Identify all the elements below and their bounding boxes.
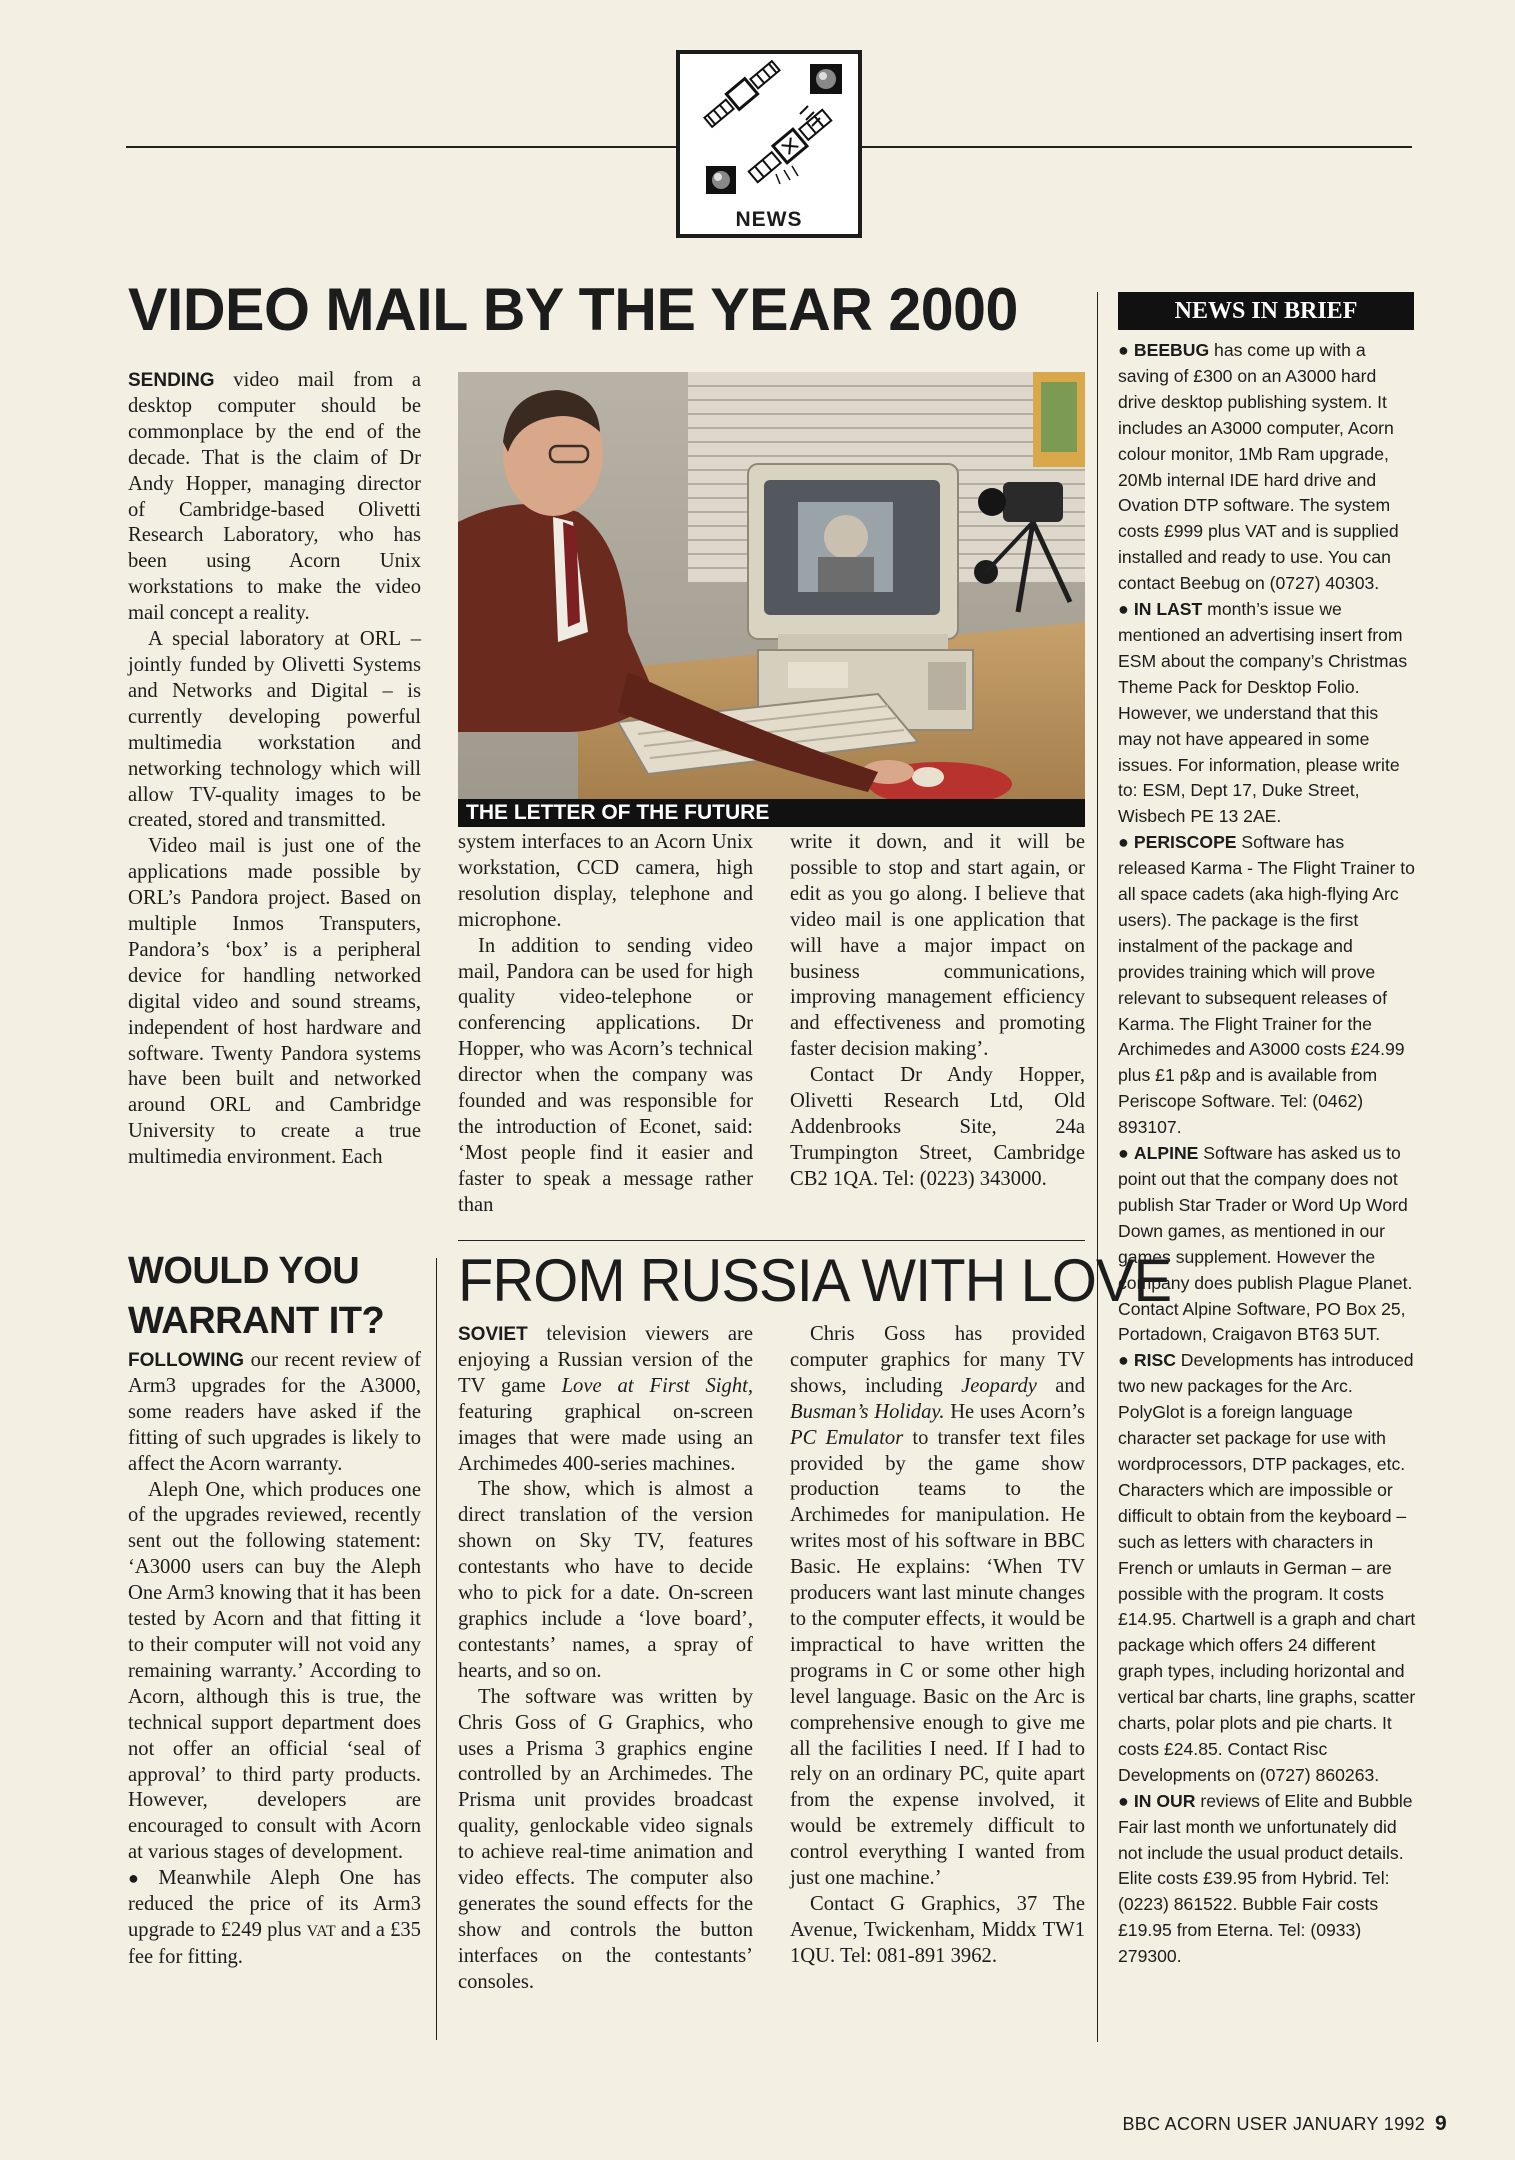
article-paragraph: The software was written by Chris Goss of G Graphics, who uses a Prisma 3 graphics engine controlled by an Archimedes. The Prisma unit provides broadcast quality, genlockable video signals to achieve real-time animation and video effects. The computer also generates the sound effects for the show and controls the button interfaces on the contestants’ consoles. (458, 1685, 753, 1993)
article-paragraph: A special laboratory at ORL – jointly funded by Olivetti Systems and Networks and Digital – is currently developing powerful multimedia workstation and networking technology which will allow TV-quality images to be created, stored and transmitted. (128, 628, 421, 832)
video-mail-headline: VIDEO MAIL BY THE YEAR 2000 (128, 276, 1018, 343)
article-paragraph: In addition to sending video mail, Pandora can be used for high quality video-telephone or conferencing applications. Dr Hopper, who was Acorn’s technical director when the company was founded and was responsible for the introduction of Econet, said: ‘Most people find it easier and faster to speak a message rather than (458, 934, 753, 1216)
warrant-headline-line1: WOULD YOU (128, 1250, 360, 1292)
article-paragraph: Chris Goss has provided computer graphics for many TV shows, including Jeopardy and Busman’s Holiday. He uses Acorn’s PC Emulator to transfer text files provided by the game show production teams to the Archimedes for manipulation. He writes most of his software in BBC Basic. He explains: ‘When TV producers want last minute changes to the computer effects, it would be impractical to have written the programs in C or some other high level language. Basic on the Arc is comprehensive enough to give me all the facilities I need. If I had to rely on an ordinary PC, quite apart from the expense involved, it would be extremely difficult to control everything I wanted from just one machine.’ (790, 1323, 1085, 1890)
video-mail-col2 (458, 830, 753, 1219)
warrant-column (128, 1348, 421, 1971)
video-mail-col3 (790, 830, 1085, 1193)
section-label: NEWS (735, 208, 803, 231)
video-mail-photo (458, 372, 1085, 827)
russia-col1 (458, 1322, 753, 1996)
warrant-headline-line2: WARRANT IT? (128, 1300, 385, 1342)
page-number: 9 (1435, 2112, 1447, 2135)
story-divider (458, 1240, 1085, 1241)
lead-word: SOVIET (458, 1324, 528, 1345)
article-paragraph: system interfaces to an Acorn Unix workstation, CCD camera, high resolution display, telephone and microphone. (458, 831, 753, 931)
article-paragraph: write it down, and it will be possible to stop and start again, or edit as you go along. I believe that video mail is one application that will have a major impact on business communications, improving management efficiency and effectiveness and promoting faster decision making’. (790, 831, 1085, 1061)
brief-item: ● ALPINE Software has asked us to point out that the company does not publish Star Trader or Word Up Word Down games, as mentioned in our games supplement. However the company does publish Plague Planet. Contact Alpine Software, PO Box 25, Portadown, Craigavon BT63 5UT. (1118, 1143, 1413, 1345)
bullet-icon: ● (1118, 1143, 1129, 1164)
bullet-icon: ● (1118, 599, 1129, 620)
brief-item: ● IN LAST month’s issue we mentioned an advertising insert from ESM about the company’s Christmas Theme Pack for Desktop Folio. However, we understand that this may not have appeared in some issues. For information, please write to: ESM, Dept 17, Duke Street, Wisbech PE 13 2AE. (1118, 599, 1408, 827)
news-in-brief-heading: NEWS IN BRIEF (1118, 292, 1414, 330)
article-paragraph: Aleph One, which produces one of the upgrades reviewed, recently sent out the following statement: ‘A3000 users can buy the Aleph One Arm3 knowing that it has been tested by Acorn and that fitting it to their computer will not void any remaining warranty.’ According to Acorn, although this is true, the technical support department does not offer an official ‘seal of approval’ to third party products. However, developers are encouraged to consult with Acorn at various stages of development. (128, 1478, 421, 1864)
lead-word: SENDING (128, 370, 215, 391)
header-rule-right (862, 146, 1412, 148)
bullet-icon: ● (1118, 832, 1129, 853)
news-in-brief-list (1118, 338, 1416, 1970)
brief-item: ● BEEBUG has come up with a saving of £300 on an A3000 hard drive desktop publishing system. It includes an A3000 computer, Acorn colour monitor, 1Mb Ram upgrade, 20Mb internal IDE hard drive and Ovation DTP software. The system costs £999 plus VAT and is supplied installed and ready to use. You can contact Beebug on (0727) 40303. (1118, 340, 1399, 594)
russia-column-rule (436, 1258, 437, 2040)
article-paragraph: Contact Dr Andy Hopper, Olivetti Research Ltd, Old Addenbrooks Site, 24a Trumpington Street, Cambridge CB2 1QA. Tel: (0223) 343000. (790, 1064, 1085, 1190)
photo-illustration (458, 372, 1085, 827)
article-paragraph: FOLLOWING our recent review of Arm3 upgrades for the A3000, some readers have asked if the fitting of such upgrades is likely to affect the Acorn warranty. (128, 1349, 421, 1475)
brief-item: ● PERISCOPE Software has released Karma - The Flight Trainer to all space cadets (aka high-flying Arc users). The package is the first instalment of the package and provides training which will prove relevant to subsequent releases of Karma. The Flight Trainer for the Archimedes and A3000 costs £24.99 plus £1 p&p and is available from Periscope Software. Tel: (0462) 893107. (1118, 832, 1415, 1138)
article-paragraph: SOVIET television viewers are enjoying a Russian version of the TV game Love at First Sight, featuring graphical on-screen images that were made using an Archimedes 400-series machines. (458, 1323, 753, 1475)
page-footer (1122, 2112, 1447, 2136)
article-paragraph: Video mail is just one of the applications made possible by ORL’s Pandora project. Based on multiple Inmos Transputers, Pandora’s ‘box’ is a peripheral device for handling networked digital video and sound streams, independent of host hardware and software. Twenty Pandora systems have been built and networked around ORL and Cambridge University to create a true multimedia environment. Each (128, 835, 421, 1169)
header-rule-left (126, 146, 676, 148)
video-mail-col1 (128, 368, 421, 1171)
article-paragraph: SENDING video mail from a desktop computer should be commonplace by the end of the decade. That is the claim of Dr Andy Hopper, managing director of Cambridge-based Olivetti Research Laboratory, who has been using Acorn Unix workstations to make the video mail concept a reality. (128, 369, 421, 625)
bullet-icon: ● (1118, 1350, 1129, 1371)
publication-line: BBC ACORN USER JANUARY 1992 (1122, 2114, 1426, 2134)
satellite-icon (680, 54, 858, 204)
brief-item: ● IN OUR reviews of Elite and Bubble Fair last month we unfortunately did not include the usual product details. Elite costs £39.95 from Hybrid. Tel: (0223) 861522. Bubble Fair costs £19.95 from Eterna. Tel: (0933) 279300. (1118, 1790, 1413, 1967)
lead-word: FOLLOWING (128, 1350, 245, 1371)
news-section-logo (676, 50, 862, 238)
brief-item: ● RISC Developments has introduced two new packages for the Arc. PolyGlot is a foreign language character set package for use with wordprocessors, DTP packages, etc. Characters which are impossible or difficult to obtain from the keyboard – such as letters with characters in French or umlauts in German – are possible with the program. It costs £14.95. Chartwell is a graph and chart package which offers 24 different graph types, including horizontal and vertical bar charts, line graphs, scatter charts, polar plots and pie charts. It costs £24.85. Contact Risc Developments on (0727) 860263. (1118, 1350, 1416, 1785)
article-paragraph: ● Meanwhile Aleph One has reduced the price of its Arm3 upgrade to £249 plus VAT and a £35 fee for fitting. (128, 1867, 422, 1968)
article-paragraph: Contact G Graphics, 37 The Avenue, Twickenham, Middx TW1 1QU. Tel: 081-891 3962. (790, 1892, 1085, 1967)
bullet-icon: ● (1118, 1790, 1129, 1811)
bullet-icon: ● (1118, 340, 1129, 360)
warrant-headline (128, 1246, 384, 1346)
article-paragraph: The show, which is almost a direct translation of the version shown on Sky TV, features contestants who have to decide who to pick for a date. On-screen graphics include a ‘love board’, contestants’ names, a spray of hearts, and so on. (458, 1478, 753, 1682)
russia-headline: FROM RUSSIA WITH LOVE (458, 1247, 1172, 1314)
bullet-icon: ● (128, 1868, 154, 1889)
photo-caption: THE LETTER OF THE FUTURE (458, 799, 1085, 827)
sidebar-divider (1097, 292, 1098, 2042)
russia-col2 (790, 1322, 1085, 1970)
